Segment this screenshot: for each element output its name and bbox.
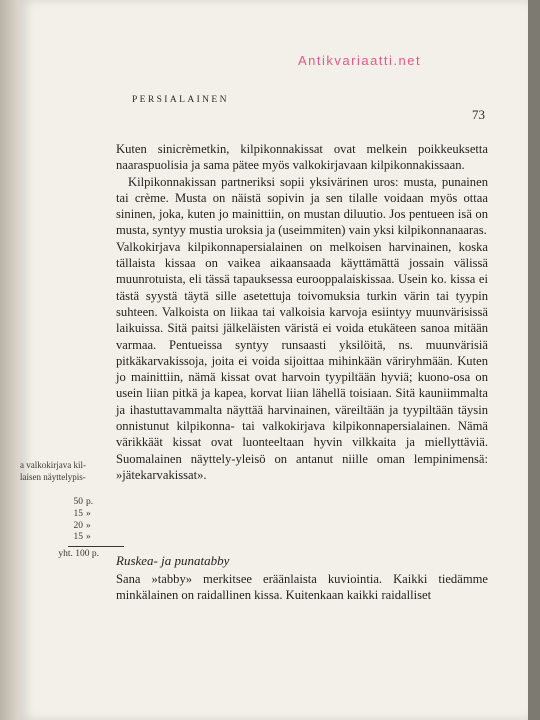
paragraph-3: Valkokirjava kilpikonnapersialainen on melkoisen harvinainen, koska tällaista kissaa on vaikea aikaansaada käyttämättä jossain välissä muunrotuista, eli tässä tapauksessa eurooppalaiskissaa. Usein ko. kissa ei tästä syystä täytä sille asetettuja toivomuksia turkin värin tai tyypin suhteen. Valkoista on liikaa tai valkoisia karvoja esiintyy muunvärisissä laikuissa. Sitä paitsi jälkeläisten väristä ei voida etukäteen sanoa mitään varmaa. Pentueissa syntyy runsaasti yksilöitä, ns. muunvärisiä pitkäkarvakissoja, joita ei voida sijoittaa mihinkään väriryhmään. Kuten jo mainittiin, nämä kissat ovat harvoin tyypiltään hyviä; kuono-osa on usein liian pitkä ja kapea, korvat liian lähellä toisiaan. Sitä kauniimmalta ja ihastuttavammalta näyttää harvinainen, väreiltään ja tyypiltään täysin onnistunut kilpikonna- tai valkokirjava kilpikonnapersialainen. Nämä värikkäät kissat ovat luonteeltaan hyvin vilkkaita ja miellyttäviä. Suomalainen näyttely-yleisö on antanut niille oman lempinimensä: »jätekarvakissat».	[116, 239, 488, 482]
score-row	[40, 497, 100, 509]
score-points: 20	[73, 520, 83, 531]
score-divider	[68, 546, 124, 547]
margin-note	[20, 460, 96, 483]
score-unit: »	[86, 520, 91, 531]
score-row	[40, 532, 100, 544]
paragraph-2: Kilpikonnakissan partneriksi sopii yksivärinen uros: musta, punainen tai crème. Musta on näistä sopivin ja sen tilalle voidaan myös ottaa sininen, joka, kuten jo mainittiin, on mustan diluutio. Jos pentueen isä on musta, syntyy mustia uroksia ja (useimmiten) vain yksi kilpikonnanaaras.	[116, 174, 488, 238]
body-text	[116, 141, 488, 483]
score-list	[40, 497, 100, 561]
page-number: 73	[472, 107, 485, 122]
score-unit: »	[86, 532, 91, 543]
section-heading: Ruskea- ja punatabby	[116, 553, 230, 568]
score-unit: p.	[86, 497, 94, 507]
score-row	[40, 521, 100, 533]
margin-note-line: a valkokirjava kil-	[20, 460, 86, 470]
paragraph-1: Kuten sinicrèmetkin, kilpikonnakissat ovat melkein poikkeuksetta naaraspuolisia ja sama pätee myös valkokirjavaan kilpikonnakissaan.	[116, 142, 488, 173]
score-unit: »	[86, 508, 91, 519]
facing-page-edge	[0, 0, 20, 720]
score-points: 50	[73, 497, 83, 507]
score-points: 15	[73, 532, 83, 543]
page-shadow	[528, 0, 540, 720]
score-total: yht. 100 p.	[58, 549, 99, 560]
score-row	[40, 509, 100, 521]
section-text	[116, 571, 488, 604]
score-points: 15	[73, 508, 83, 519]
section-paragraph: Sana »tabby» merkitsee eräänlaista kuviointia. Kaikki tiedämme minkälainen on raidallinen kissa. Kuitenkaan kaikki raidalliset	[116, 572, 488, 603]
margin-note-line: laisen näyttelypis-	[20, 471, 86, 482]
watermark: Antikvariaatti.net	[298, 53, 422, 68]
running-head: PERSIALAINEN	[132, 95, 229, 105]
